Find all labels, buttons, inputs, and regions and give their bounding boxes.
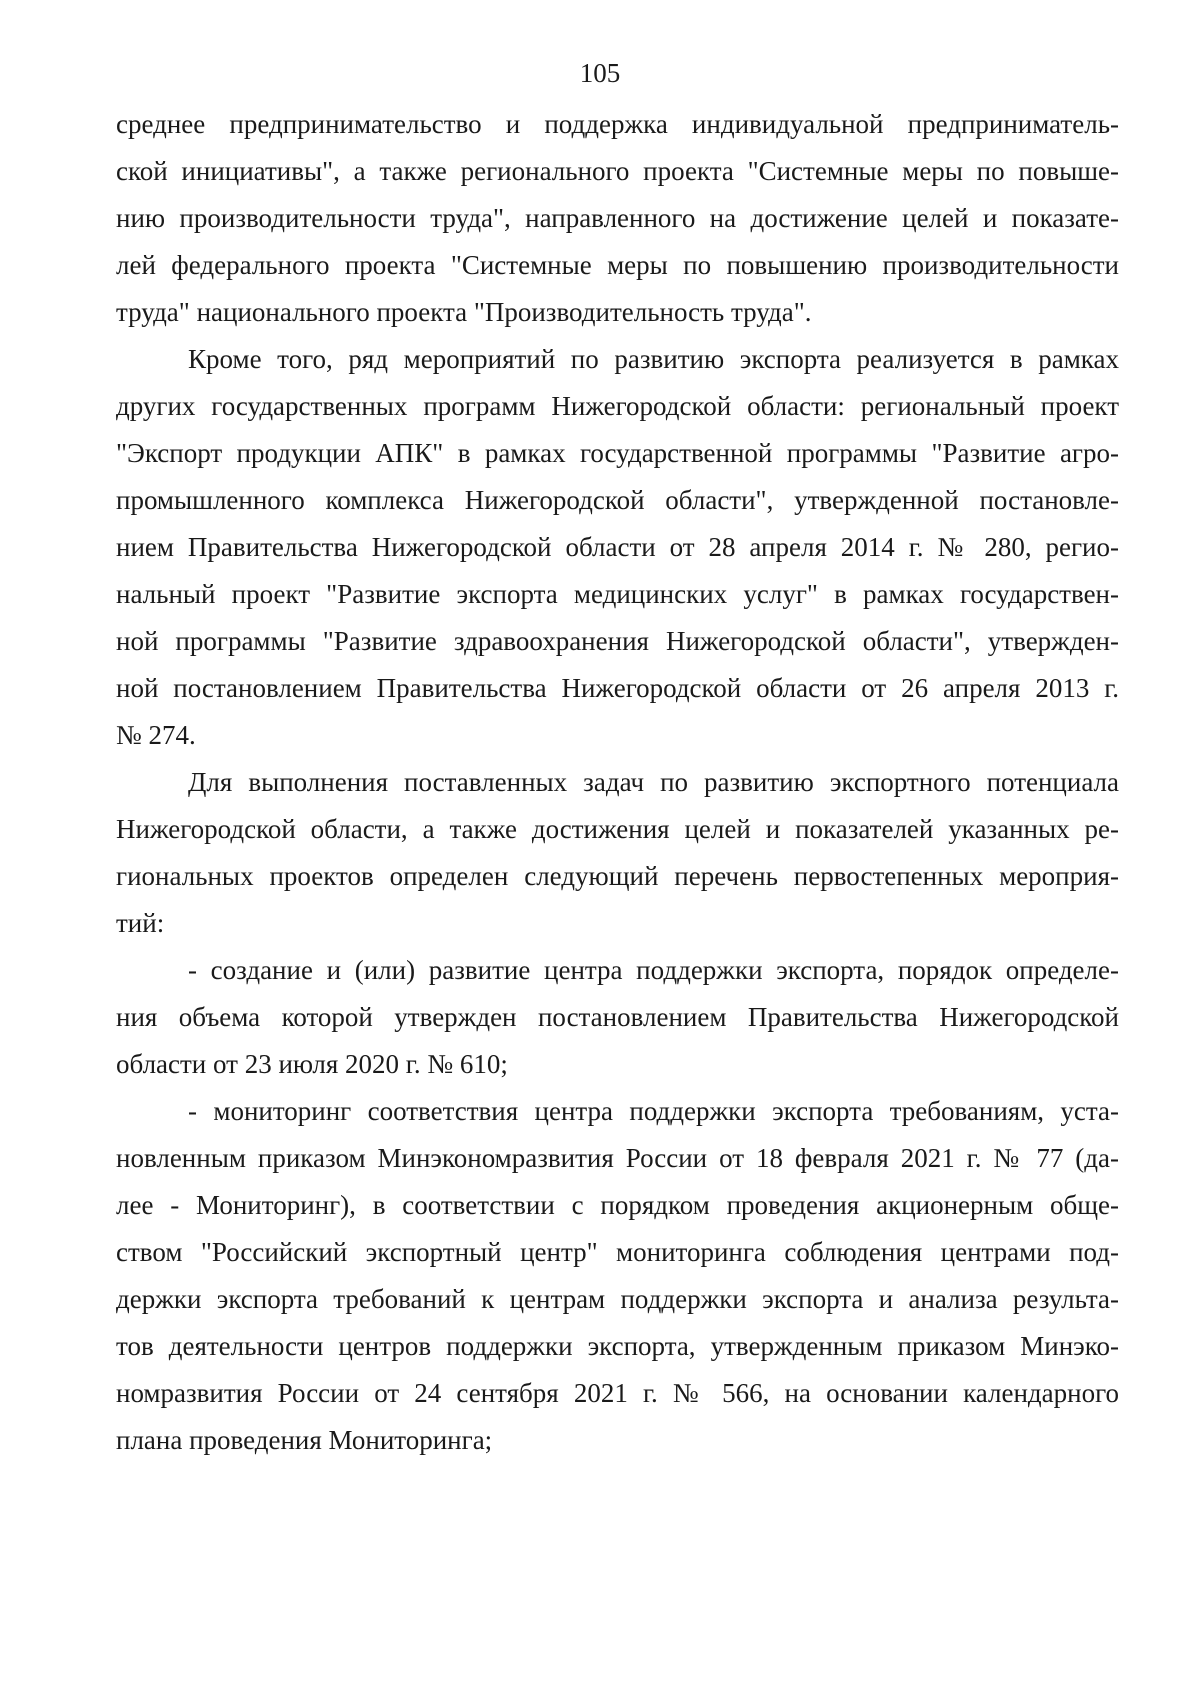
text-line: промышленного комплекса Нижегородской области", утвержденной постановле-	[116, 485, 1119, 515]
text-line: - мониторинг соответствия центра поддержки экспорта требованиям, уста-	[188, 1096, 1119, 1126]
text-line: нальный проект "Развитие экспорта медицинских услуг" в рамках государствен-	[116, 579, 1119, 609]
text-line: ной программы "Развитие здравоохранения Нижегородской области", утвержден-	[116, 626, 1119, 656]
text-line: труда" национального проекта "Производительность труда".	[116, 297, 812, 327]
text-line: других государственных программ Нижегородской области: региональный проект	[116, 391, 1119, 421]
list-item	[116, 947, 1119, 1088]
text-line: Для выполнения поставленных задач по развитию экспортного потенциала	[188, 767, 1119, 797]
paragraph-1	[116, 101, 1119, 336]
list-item	[116, 1088, 1119, 1464]
text-line: новленным приказом Минэкономразвития России от 18 февраля 2021 г. № 77 (да-	[116, 1143, 1119, 1173]
text-line: держки экспорта требований к центрам поддержки экспорта и анализа результа-	[116, 1284, 1119, 1314]
text-line: номразвития России от 24 сентября 2021 г. № 566, на основании календарного	[116, 1378, 1119, 1408]
text-line: нию производительности труда", направленного на достижение целей и показате-	[116, 203, 1119, 233]
text-line: лее - Мониторинг), в соответствии с порядком проведения акционерным обще-	[116, 1190, 1119, 1220]
document-body	[116, 101, 1119, 1464]
text-line: - создание и (или) развитие центра поддержки экспорта, порядок определе-	[188, 955, 1119, 985]
text-line: области от 23 июля 2020 г. № 610;	[116, 1049, 508, 1079]
text-line: тий:	[116, 908, 165, 938]
text-line: ной постановлением Правительства Нижегородской области от 26 апреля 2013 г.	[116, 673, 1119, 703]
paragraph-3	[116, 759, 1119, 947]
text-line: Нижегородской области, а также достижения целей и показателей указанных ре-	[116, 814, 1119, 844]
text-line: № 274.	[116, 720, 196, 750]
text-line: тов деятельности центров поддержки экспорта, утвержденным приказом Минэко-	[116, 1331, 1119, 1361]
text-line: нием Правительства Нижегородской области от 28 апреля 2014 г. № 280, регио-	[116, 532, 1119, 562]
text-line: гиональных проектов определен следующий перечень первостепенных мероприя-	[116, 861, 1119, 891]
text-line: Кроме того, ряд мероприятий по развитию экспорта реализуется в рамках	[188, 344, 1119, 374]
paragraph-2	[116, 336, 1119, 759]
text-line: ской инициативы", а также регионального проекта "Системные меры по повыше-	[116, 156, 1119, 186]
page-number: 105	[579, 58, 621, 88]
text-line: плана проведения Мониторинга;	[116, 1425, 493, 1455]
text-line: лей федерального проекта "Системные меры по повышению производительности	[116, 250, 1119, 280]
text-line: среднее предпринимательство и поддержка индивидуальной предприниматель-	[116, 109, 1119, 139]
text-line: "Экспорт продукции АПК" в рамках государственной программы "Развитие агро-	[116, 438, 1119, 468]
text-line: ния объема которой утвержден постановлением Правительства Нижегородской	[116, 1002, 1119, 1032]
text-line: ством "Российский экспортный центр" мониторинга соблюдения центрами под-	[116, 1237, 1119, 1267]
